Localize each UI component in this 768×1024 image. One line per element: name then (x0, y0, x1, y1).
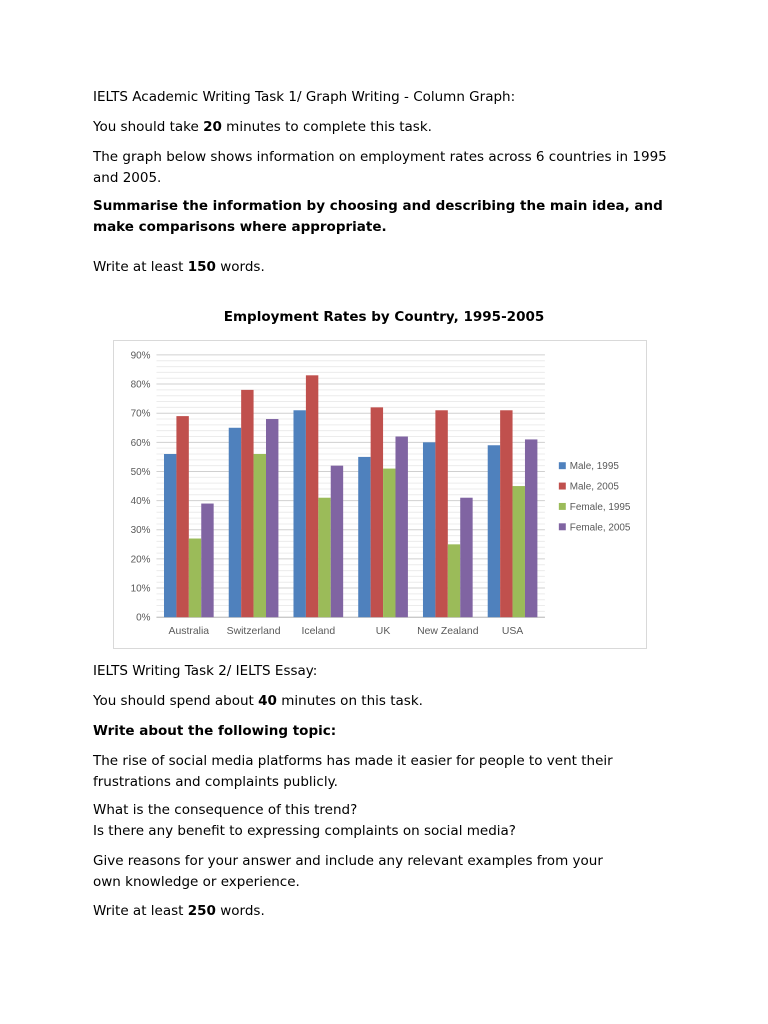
bar (513, 486, 525, 617)
bar (500, 410, 512, 617)
task2-time-instruction (93, 691, 693, 712)
y-tick-label: 30% (130, 525, 151, 537)
legend-swatch (559, 462, 566, 469)
legend-swatch (559, 483, 566, 490)
y-tick-label: 80% (130, 379, 151, 391)
x-tick-label: New Zealand (417, 626, 479, 638)
x-tick-label: Switzerland (226, 626, 281, 638)
task1-words-post: words. (215, 259, 265, 275)
bar (371, 407, 383, 617)
bar (306, 375, 318, 617)
task2-question-1: What is the consequence of this trend? (93, 802, 358, 818)
chart-title: Employment Rates by Country, 1995-2005 (223, 309, 545, 325)
employment-rates-chart (113, 340, 647, 649)
task1-words-number: 150 (187, 259, 216, 275)
legend-entry: Male, 1995 (569, 461, 619, 473)
task2-topic-label-text: Write about the following topic: (93, 723, 337, 739)
bar (448, 544, 460, 617)
y-tick-label: 20% (130, 554, 151, 566)
task2-question-2: Is there any benefit to expressing complaints on social media? (93, 823, 516, 839)
task2-topic: The rise of social media platforms has made it easier for people to vent their frustrations and complaints publicly. (93, 753, 613, 790)
x-tick-label: USA (501, 626, 524, 638)
legend-swatch (559, 523, 566, 530)
task1-time-post: minutes to complete this task. (221, 119, 432, 135)
bar (331, 466, 343, 618)
task1-instruction-text: Summarise the information by choosing and describing the main idea, and make comparisons where appropriate. (93, 198, 663, 235)
task1-time-pre: You should take (93, 119, 204, 135)
legend-entry: Male, 2005 (569, 481, 619, 493)
bar (266, 419, 278, 617)
task2-word-count (93, 901, 693, 922)
bar (189, 539, 201, 618)
task2-reasons: Give reasons for your answer and include any relevant examples from your own knowledge or experience. (93, 853, 603, 890)
task1-time-instruction (93, 117, 693, 138)
task2-words-post: words. (215, 903, 265, 919)
bar (176, 416, 188, 617)
bar (460, 498, 472, 617)
y-tick-label: 70% (130, 408, 151, 420)
bar (525, 439, 537, 617)
task2-time-pre: You should spend about (93, 693, 259, 709)
y-tick-label: 90% (130, 350, 151, 362)
task2-time-number: 40 (258, 693, 277, 709)
y-tick-label: 50% (130, 466, 151, 478)
y-tick-label: 0% (136, 612, 151, 624)
legend-entry: Female, 1995 (569, 501, 631, 513)
y-tick-label: 60% (130, 437, 151, 449)
task1-word-count (93, 257, 693, 278)
task2-heading: IELTS Writing Task 2/ IELTS Essay: (93, 663, 318, 679)
bar (293, 410, 305, 617)
task1-words-pre: Write at least (93, 259, 188, 275)
bar (383, 469, 395, 618)
y-tick-label: 10% (130, 583, 151, 595)
task1-heading: IELTS Academic Writing Task 1/ Graph Writing - Column Graph: (93, 89, 516, 105)
bar (318, 498, 330, 617)
bar (435, 410, 447, 617)
bar (423, 442, 435, 617)
bar (201, 504, 213, 618)
y-tick-label: 40% (130, 496, 151, 508)
task2-words-number: 250 (187, 903, 216, 919)
legend-swatch (559, 503, 566, 510)
x-tick-label: UK (375, 626, 391, 638)
bar (229, 428, 241, 617)
bar (488, 445, 500, 617)
bar (358, 457, 370, 617)
bar (254, 454, 266, 617)
bar (395, 437, 407, 618)
bar (241, 390, 253, 617)
x-tick-label: Australia (168, 626, 210, 638)
task2-topic-label (93, 721, 693, 742)
task1-time-number: 20 (203, 119, 222, 135)
x-tick-label: Iceland (301, 626, 336, 638)
legend-entry: Female, 2005 (569, 522, 631, 534)
task1-instruction (93, 196, 663, 238)
task2-time-post: minutes on this task. (276, 693, 423, 709)
bar (164, 454, 176, 617)
task2-words-pre: Write at least (93, 903, 188, 919)
task1-description: The graph below shows information on employment rates across 6 countries in 1995 and 2005. (93, 149, 667, 186)
